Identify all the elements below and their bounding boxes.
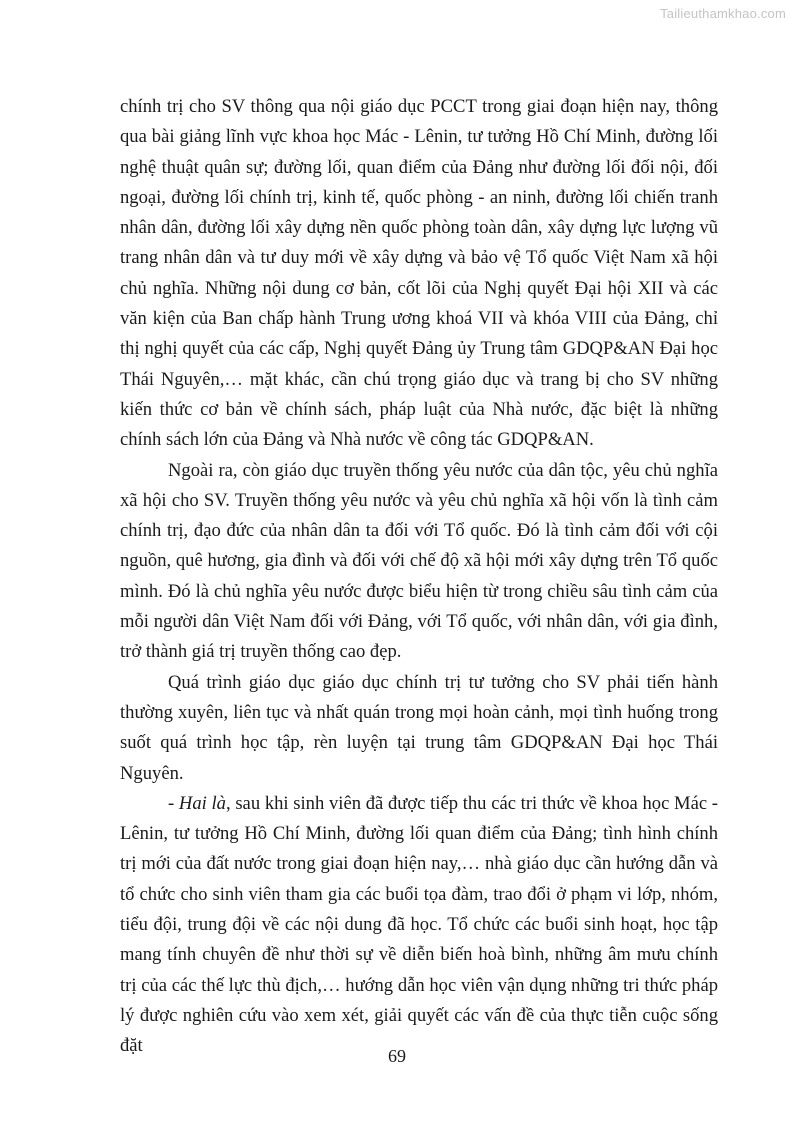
paragraph-4 xyxy=(120,789,718,1062)
watermark: Tailieuthamkhao.com xyxy=(660,6,786,21)
paragraph-4-prefix: - xyxy=(168,792,179,814)
paragraph-1: chính trị cho SV thông qua nội giáo dục PCCT trong giai đoạn hiện nay, thông qua bài giảng lĩnh vực khoa học Mác - Lênin, tư tưởng Hồ Chí Minh, đường lối nghệ thuật quân sự; đường lối, quan điểm của Đảng như đường lối đối nội, đối ngoại, đường lối chính trị, kinh tế, quốc phòng - an ninh, đường lối chiến tranh nhân dân, đường lối xây dựng nền quốc phòng toàn dân, xây dựng lực lượng vũ trang nhân dân và tư duy mới về xây dựng và bảo vệ Tổ quốc Việt Nam xã hội chủ nghĩa. Những nội dung cơ bản, cốt lõi của Nghị quyết Đại hội XII và các văn kiện của Ban chấp hành Trung ương khoá VII và khóa VIII của Đảng, chỉ thị nghị quyết của các cấp, Nghị quyết Đảng ủy Trung tâm GDQP&AN Đại học Thái Nguyên,… mặt khác, cần chú trọng giáo dục và trang bị cho SV những kiến thức cơ bản về chính sách, pháp luật của Nhà nước, đặc biệt là những chính sách lớn của Đảng và Nhà nước về công tác GDQP&AN. xyxy=(120,96,718,451)
paragraph-4-italic-lead: Hai là xyxy=(178,792,226,814)
paragraph-2: Ngoài ra, còn giáo dục truyền thống yêu nước của dân tộc, yêu chủ nghĩa xã hội cho SV. Truyền thống yêu nước và yêu chủ nghĩa xã hội vốn là tình cảm chính trị, đạo đức của nhân dân ta đối với Tổ quốc. Đó là tình cảm đối với cội nguồn, quê hương, gia đình và đối với chế độ xã hội mới xây dựng trên Tổ quốc mình. Đó là chủ nghĩa yêu nước được biểu hiện từ trong chiều sâu tình cảm của mỗi người dân Việt Nam đối với Đảng, với Tổ quốc, với nhân dân, với gia đình, trở thành giá trị truyền thống cao đẹp. xyxy=(120,459,718,663)
page-number: 69 xyxy=(388,1046,406,1066)
paragraph-3: Quá trình giáo dục giáo dục chính trị tư tưởng cho SV phải tiến hành thường xuyên, liên tục và nhất quán trong mọi hoàn cảnh, mọi tình huống trong suốt quá trình học tập, rèn luyện tại trung tâm GDQP&AN Đại học Thái Nguyên. xyxy=(120,671,718,784)
document-body xyxy=(120,92,718,1062)
paragraph-4-text: , sau khi sinh viên đã được tiếp thu các tri thức về khoa học Mác - Lênin, tư tưởng Hồ Chí Minh, đường lối quan điểm của Đảng; tình hình chính trị mới của đất nước trong giai đoạn hiện nay,… nhà giáo dục cần hướng dẫn và tổ chức cho sinh viên tham gia các buổi tọa đàm, trao đổi ở phạm vi lớp, nhóm, tiểu đội, trung đội về các nội dung đã học. Tổ chức các buổi sinh hoạt, học tập mang tính chuyên đề như thời sự về diễn biến hoà bình, những âm mưu chính trị của các thế lực thù địch,… hướng dẫn học viên vận dụng những tri thức pháp lý được nghiên cứu vào xem xét, giải quyết các vấn đề của thực tiễn cuộc sống đặt xyxy=(120,792,718,1057)
